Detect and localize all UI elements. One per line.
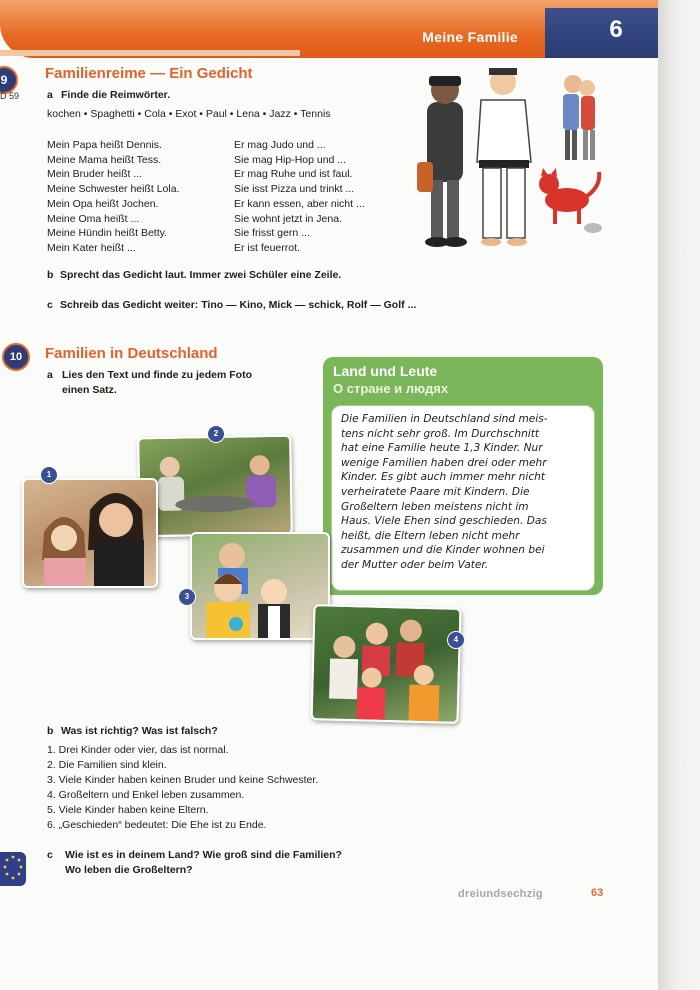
exercise-10-title: Familien in Deutschland	[45, 345, 218, 362]
statement-item: 1. Drei Kinder oder vier, das ist normal.	[47, 744, 229, 756]
poem-line: Sie mag Hip-Hop und ...	[234, 153, 347, 166]
photo-3-number: 3	[178, 588, 196, 606]
text-line: heißt, die Eltern leben nicht mehr	[341, 529, 520, 542]
poem-line: Meine Mama heißt Tess.	[47, 153, 162, 166]
ex10-b-instruction: Was ist richtig? Was ist falsch?	[61, 725, 218, 737]
ex10-c-question-line1: Wie ist es in deinem Land? Wie groß sind die Familien?	[65, 849, 342, 861]
text-line: zusammen und die Kinder wohnen bei	[341, 544, 545, 557]
poem-line: Er mag Judo und ...	[234, 139, 326, 151]
text-line: hat eine Familie heute 1,3 Kinder. Nur	[341, 442, 543, 455]
true-false-statements	[47, 743, 318, 833]
cartoon-grandparents	[563, 75, 595, 160]
text-line: verheiratete Paare mit Kindern. Die	[341, 485, 530, 498]
cartoon-girl-hiphop	[417, 76, 467, 247]
family-photo-2	[137, 435, 293, 538]
poem-line: Er mag Ruhe und ist faul.	[234, 168, 353, 181]
ex9-c-instruction: Schreib das Gedicht weiter: Tino — Kino, Mick — schick, Rolf — Golf ...	[60, 299, 417, 311]
land-und-leute-text-panel	[331, 405, 595, 591]
poem-line: Meine Schwester heißt Lola.	[47, 183, 180, 196]
ex10-c-label: c	[47, 849, 53, 861]
chapter-title: Meine Familie	[422, 29, 518, 45]
statement-item: 4. Großeltern und Enkel leben zusammen.	[47, 789, 245, 801]
ex9-b-instruction: Sprecht das Gedicht laut. Immer zwei Schüler eine Zeile.	[60, 269, 342, 281]
text-line: Die Familien in Deutschland sind meis-	[341, 413, 548, 425]
rhyme-word-list: kochen • Spaghetti • Cola • Exot • Paul • Lena • Jazz • Tennis	[47, 108, 331, 120]
eu-flag-icon	[0, 852, 26, 886]
statement-item: 6. „Geschieden“ bedeutet: Die Ehe ist zu Ende.	[47, 819, 267, 831]
photo-4-number: 4	[447, 631, 465, 649]
page-edge	[658, 0, 700, 990]
ex10-a-instruction-line1: Lies den Text und finde zu jedem Foto	[62, 369, 252, 381]
text-line: Großeltern leben meistens nicht im	[341, 500, 529, 513]
land-und-leute-subtitle: О стране и людях	[333, 381, 449, 396]
ex9-a-instruction: Finde die Reimwörter.	[61, 89, 171, 101]
poem-line: Sie frisst gern ...	[234, 227, 310, 240]
poem-line: Mein Kater heißt ...	[47, 241, 136, 254]
text-line: der Mutter oder beim Vater.	[341, 558, 489, 571]
poem-line: Meine Hündin heißt Betty.	[47, 227, 168, 240]
poem-line: Mein Papa heißt Dennis.	[47, 139, 162, 151]
exercise-9-title: Familienreime — Ein Gedicht	[45, 65, 253, 82]
poem-left-column	[47, 138, 179, 256]
header-strip	[0, 50, 300, 56]
statement-item: 3. Viele Kinder haben keinen Bruder und keine Schwester.	[47, 774, 319, 786]
poem-line: Mein Opa heißt Jochen.	[47, 197, 159, 210]
poem-line: Sie isst Pizza und trinkt ...	[234, 183, 355, 196]
family-photo-4	[311, 604, 462, 724]
poem-line: Er ist feuerrot.	[234, 241, 300, 254]
text-line: Kinder. Es gibt auch immer mehr nicht	[341, 471, 546, 484]
land-und-leute-text	[341, 412, 589, 573]
poem-line: Sie wohnt jetzt in Jena.	[234, 212, 342, 225]
ex10-a-instruction-line2: einen Satz.	[62, 384, 117, 396]
poem-line: Mein Bruder heißt ...	[47, 168, 143, 181]
text-line: Haus. Viele Ehen sind geschieden. Das	[341, 515, 547, 528]
photo-2-number: 2	[207, 425, 225, 443]
ex10-b-label: b	[47, 725, 54, 737]
poem-line: Meine Oma heißt ...	[47, 212, 140, 225]
poem-right-column	[234, 138, 365, 256]
statement-item: 5. Viele Kinder haben keine Eltern.	[47, 804, 209, 816]
poem-line: Er kann essen, aber nicht ...	[234, 197, 365, 210]
ex9-b-label: b	[47, 269, 54, 281]
text-line: wenige Familien haben drei oder mehr	[341, 456, 547, 469]
ex10-a-label: a	[47, 369, 53, 381]
statement-item: 2. Die Familien sind klein.	[47, 759, 167, 771]
ex9-a-label: a	[47, 89, 53, 101]
page-number-word: dreiundsechzig	[458, 888, 543, 900]
photo-1-number: 1	[40, 466, 58, 484]
land-und-leute-title: Land und Leute	[333, 363, 438, 379]
land-und-leute-box	[323, 357, 603, 595]
cartoon-red-cat	[539, 168, 602, 233]
exercise-9-badge: 9	[0, 66, 18, 94]
audio-track-label: D 59	[0, 91, 20, 101]
text-line: tens nicht sehr groß. Im Durchschnitt	[341, 427, 540, 440]
cartoon-boy-judo	[477, 68, 531, 246]
page-number: 63	[591, 887, 604, 899]
ex10-c-question-line2: Wo leben die Großeltern?	[65, 864, 193, 876]
ex9-c-label: c	[47, 299, 53, 311]
family-photo-3	[190, 532, 330, 640]
chapter-number: 6	[609, 16, 623, 43]
family-cartoon-illustration	[415, 62, 611, 254]
family-photo-1	[22, 478, 158, 588]
exercise-10-badge: 10	[2, 343, 30, 371]
chapter-number-box	[545, 8, 658, 58]
